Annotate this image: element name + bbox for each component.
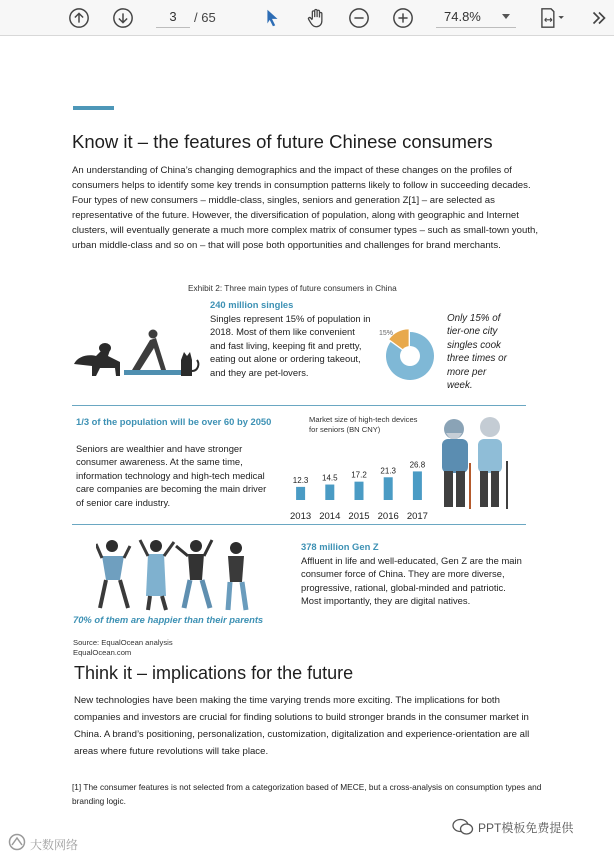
zoom-in-button[interactable] [389,4,417,32]
fit-page-icon [537,7,567,29]
chart-tick-label: 2013 [290,511,312,522]
page-total: / 65 [194,10,216,25]
seniors-headline: 1/3 of the population will be over 60 by 2050 [76,416,272,427]
arrow-down-icon [112,7,134,29]
hand-tool-button[interactable] [302,4,330,32]
chart-tick-label: 2017 [406,511,428,522]
section-heading: Know it – the features of future Chinese consumers [72,131,493,152]
zoom-value: 74.8% [444,9,481,24]
arrow-up-icon [68,7,90,29]
singles-pie-chart [374,318,440,384]
chart-data-label: 26.8 [409,460,426,470]
footnote: [1] The consumer features is not selected from a categorization based of MECE, but a cross-analysis on consumption types and branding logic. [72,782,542,806]
source-website: EqualOcean.com [73,648,132,657]
implications-heading: Think it – implications for the future [74,663,354,683]
pie-hole [400,346,420,366]
genz-text: Affluent in life and well-educated, Gen Z are the main consumer force of China. They are more diverse, progressive, rational, global-minded and patriotic. Most importantly, they are digital natives. [301,555,522,607]
chart-bar [384,477,393,500]
chart-title: Market size of high-tech devices for seniors (BN CNY) [309,415,418,434]
chevron-down-icon [502,14,510,19]
page-fit-button[interactable] [532,4,572,32]
chart-bar [413,471,422,500]
section-accent-bar [73,106,114,110]
singles-illustration [70,316,204,378]
chart-bar [296,487,305,500]
zoom-out-button[interactable] [345,4,373,32]
chart-bar [355,482,364,500]
cursor-arrow-icon [261,7,283,29]
genz-illustration [96,536,254,612]
select-tool-button[interactable] [258,4,286,32]
divider [72,405,526,406]
wechat-icon [452,818,474,836]
seniors-text: Seniors are wealthier and have stronger consumer awareness. At the same time, information technology and high-tech medical care companies are becoming the main driver of senior care industry. [76,443,267,508]
page-number-input[interactable] [156,6,190,28]
singles-headline: 240 million singles [210,299,294,310]
singles-side-note: Only 15% of tier-one city singles cook three times or more per week. [447,313,507,392]
intro-paragraph: An understanding of China’s changing demographics and the impact of these changes on the profiles of consumers helps to identify some key trends in consumption patterns likely to follow in succeeding decades. Four types of new consumers – middle-class, singles, seniors and generation Z[1] – are selected as representative of the future. However, the diversification of population, along with geographic and Internet clusters, will eventually generate a much more complex matrix of consumer types – such as small-town youth, urban middle-class and so on – that will pose both opportunities and challenges for brand merchants. [72,165,539,251]
chart-data-label: 21.3 [380,466,396,476]
minus-circle-icon [348,7,370,29]
next-page-button[interactable] [109,4,137,32]
pie-label: 15% [379,330,394,337]
logo-icon [6,833,28,851]
seniors-bar-chart [286,438,432,524]
chevron-double-right-icon [588,7,610,29]
source-line: Source: EqualOcean analysis [73,638,173,647]
singles-text: Singles represent 15% of population in 2018. Most of them like convenient and fast living, keeping fit and pretty, eating out alone or ordering takeout, and they are pet-lovers. [210,313,371,378]
implications-paragraph: New technologies have been making the time varying trends more exciting. The implications for both companies and investors are crucial for finding solutions to build stronger brands in the consumer market in China. A brand’s positioning, personalization, customization, digitalization and experience-orientation are all areas where future revolutions will take place. [74,695,530,757]
exhibit-caption: Exhibit 2: Three main types of future consumers in China [188,283,397,293]
genz-tagline: 70% of them are happier than their parents [73,614,264,625]
watermark-left: 大数网络 [30,838,79,852]
divider [72,524,526,525]
watermark-right: PPT模板免费提供 [478,821,574,835]
chart-data-label: 14.5 [322,473,338,483]
chart-data-label: 17.2 [351,470,367,480]
tools-menu-button[interactable] [586,4,612,32]
previous-page-button[interactable] [65,4,93,32]
chart-bar [325,485,334,500]
pdf-toolbar [0,0,614,36]
chart-tick-label: 2015 [348,511,370,522]
seniors-illustration [434,413,512,511]
hand-icon [305,7,327,29]
chart-tick-label: 2014 [319,511,341,522]
genz-headline: 378 million Gen Z [301,541,379,552]
chart-tick-label: 2016 [377,511,399,522]
plus-circle-icon [392,7,414,29]
chart-data-label: 12.3 [292,475,309,485]
zoom-select[interactable] [436,6,516,28]
